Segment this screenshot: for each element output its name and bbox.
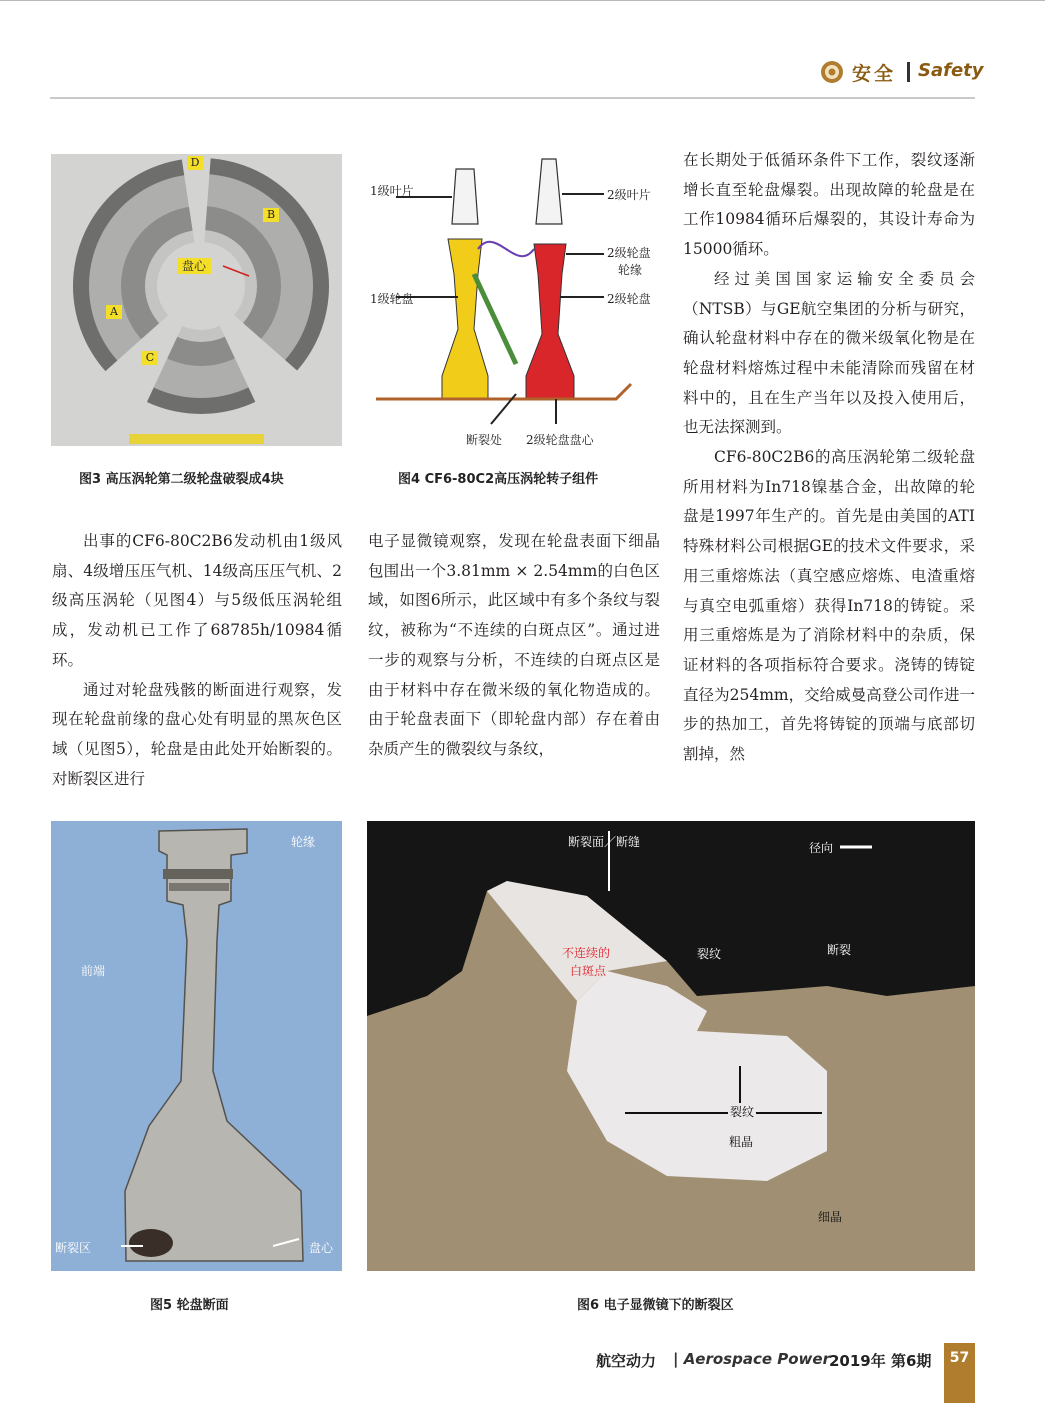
fig6-label-crack-top: 裂纹 bbox=[697, 947, 722, 961]
figure-4-caption: 图4 CF6-80C2高压涡轮转子组件 bbox=[398, 472, 599, 487]
fig5-label-front: 前端 bbox=[81, 964, 106, 978]
top-rule bbox=[0, 0, 1045, 1]
figure-5-caption: 图5 轮盘断面 bbox=[150, 1298, 229, 1313]
fig6-label-fine-grain: 细晶 bbox=[818, 1210, 843, 1224]
fig6-label-coarse-grain: 粗晶 bbox=[729, 1135, 754, 1149]
header-rule bbox=[50, 97, 975, 99]
body-column-1 bbox=[52, 527, 342, 794]
figure-4-diagram bbox=[366, 154, 662, 446]
fig4-label-hub2: 2级轮盘盘心 bbox=[526, 433, 594, 446]
issue-label: 2019年 第6期 bbox=[829, 1352, 932, 1370]
fig6-label-fracture: 断裂 bbox=[827, 943, 852, 957]
fig6-label-white-spot-line2: 白斑点 bbox=[570, 964, 607, 978]
paragraph: CF6-80C2B6的高压涡轮第二级轮盘所用材料为In718镍基合金，出故障的轮盘是1997年生产的。首先是由美国的ATI 特殊材料公司根据GE的技术文件要求，采用三重熔炼法（真空感应熔炼、电渣重熔与真空电弧重熔）获得In718的铸锭。采用三重熔炼是为了消除材料中的杂质，保证材料的各项指标符合要求。浇铸的铸锭直径为254mm，交给威曼高登公司作进一步的热加工，首先将铸锭的顶端与底部切割掉，然 bbox=[683, 448, 975, 764]
paragraph: 经过美国国家运输安全委员会（NTSB）与GE航空集团的分析与研究，确认轮盘材料中存在的微米级氧化物是在轮盘材料熔炼过程中未能清除而残留在材料中的，且在生产当年以及投入使用后，也无法探测到。 bbox=[683, 269, 975, 437]
fig3-label-b: B bbox=[263, 208, 279, 222]
fig5-label-rim: 轮缘 bbox=[291, 835, 316, 849]
fig4-label-rim2-line1: 2级轮盘 bbox=[607, 246, 651, 260]
figure-3-photo bbox=[51, 154, 342, 446]
body-column-3 bbox=[683, 146, 975, 770]
fig4-label-disk1: 1级轮盘 bbox=[370, 292, 414, 306]
fig3-label-c: C bbox=[142, 351, 158, 365]
paragraph: 在长期处于低循环条件下工作，裂纹逐渐增长直至轮盘爆裂。出现故障的轮盘是在工作10984循环后爆裂的，其设计寿命为15000循环。 bbox=[683, 151, 975, 259]
figure-3-caption: 图3 高压涡轮第二级轮盘破裂成4块 bbox=[79, 472, 284, 487]
fig3-label-a: A bbox=[106, 305, 122, 319]
journal-title-en: | Aerospace Power bbox=[673, 1350, 830, 1368]
paragraph: 电子显微镜观察，发现在轮盘表面下细晶包围出一个3.81mm × 2.54mm的白色区域，如图6所示，此区域中有多个条纹与裂纹，被称为“不连续的白斑点区”。通过进一步的观察与分析，不连续的白斑点区是由于材料中存在微米级的氧化物造成的。由于轮盘表面下（即轮盘内部）存在着由杂质产生的微裂纹与条纹， bbox=[368, 532, 660, 758]
fig3-hub-label: 盘心 bbox=[177, 258, 211, 274]
section-divider bbox=[907, 62, 910, 82]
fig6-label-white-spot-line1: 不连续的 bbox=[562, 946, 611, 960]
fig4-label-blade1: 1级叶片 bbox=[370, 184, 414, 198]
page-number: 57 bbox=[949, 1350, 970, 1366]
safety-emblem-icon bbox=[820, 60, 844, 84]
paragraph: 通过对轮盘残骸的断面进行观察，发现在轮盘前缘的盘心处有明显的黑灰色区域（见图5），轮盘是由此处开始断裂的。对断裂区进行 bbox=[52, 680, 342, 788]
fig4-label-rim2-line2: 轮缘 bbox=[618, 263, 643, 277]
body-column-2 bbox=[368, 527, 660, 765]
section-title-cn: 安全 bbox=[852, 63, 897, 85]
fig4-label-disk2: 2级轮盘 bbox=[607, 292, 651, 306]
fig6-label-crack-mid: 裂纹 bbox=[730, 1105, 755, 1119]
section-title-en: Safety bbox=[918, 60, 984, 81]
figure-6-caption: 图6 电子显微镜下的断裂区 bbox=[577, 1298, 734, 1313]
journal-title-cn: 航空动力 bbox=[596, 1352, 657, 1370]
fig6-label-fracture-surface: 断裂面／断缝 bbox=[568, 835, 641, 849]
fig6-label-radial: 径向 bbox=[809, 841, 834, 855]
paragraph: 出事的CF6-80C2B6发动机由1级风扇、4级增压压气机、14级高压压气机、2级高压涡轮（见图4）与5级低压涡轮组成，发动机已工作了68785h/10984循环。 bbox=[52, 532, 342, 669]
figure-5-photo bbox=[51, 821, 342, 1271]
fig4-label-blade2: 2级叶片 bbox=[607, 188, 651, 202]
figure-6-micrograph bbox=[367, 821, 975, 1271]
fig5-label-hub: 盘心 bbox=[309, 1241, 334, 1255]
fig5-label-fracture-zone: 断裂区 bbox=[55, 1241, 92, 1255]
fig4-label-fracture: 断裂处 bbox=[466, 433, 503, 446]
fig3-label-d: D bbox=[187, 156, 203, 170]
